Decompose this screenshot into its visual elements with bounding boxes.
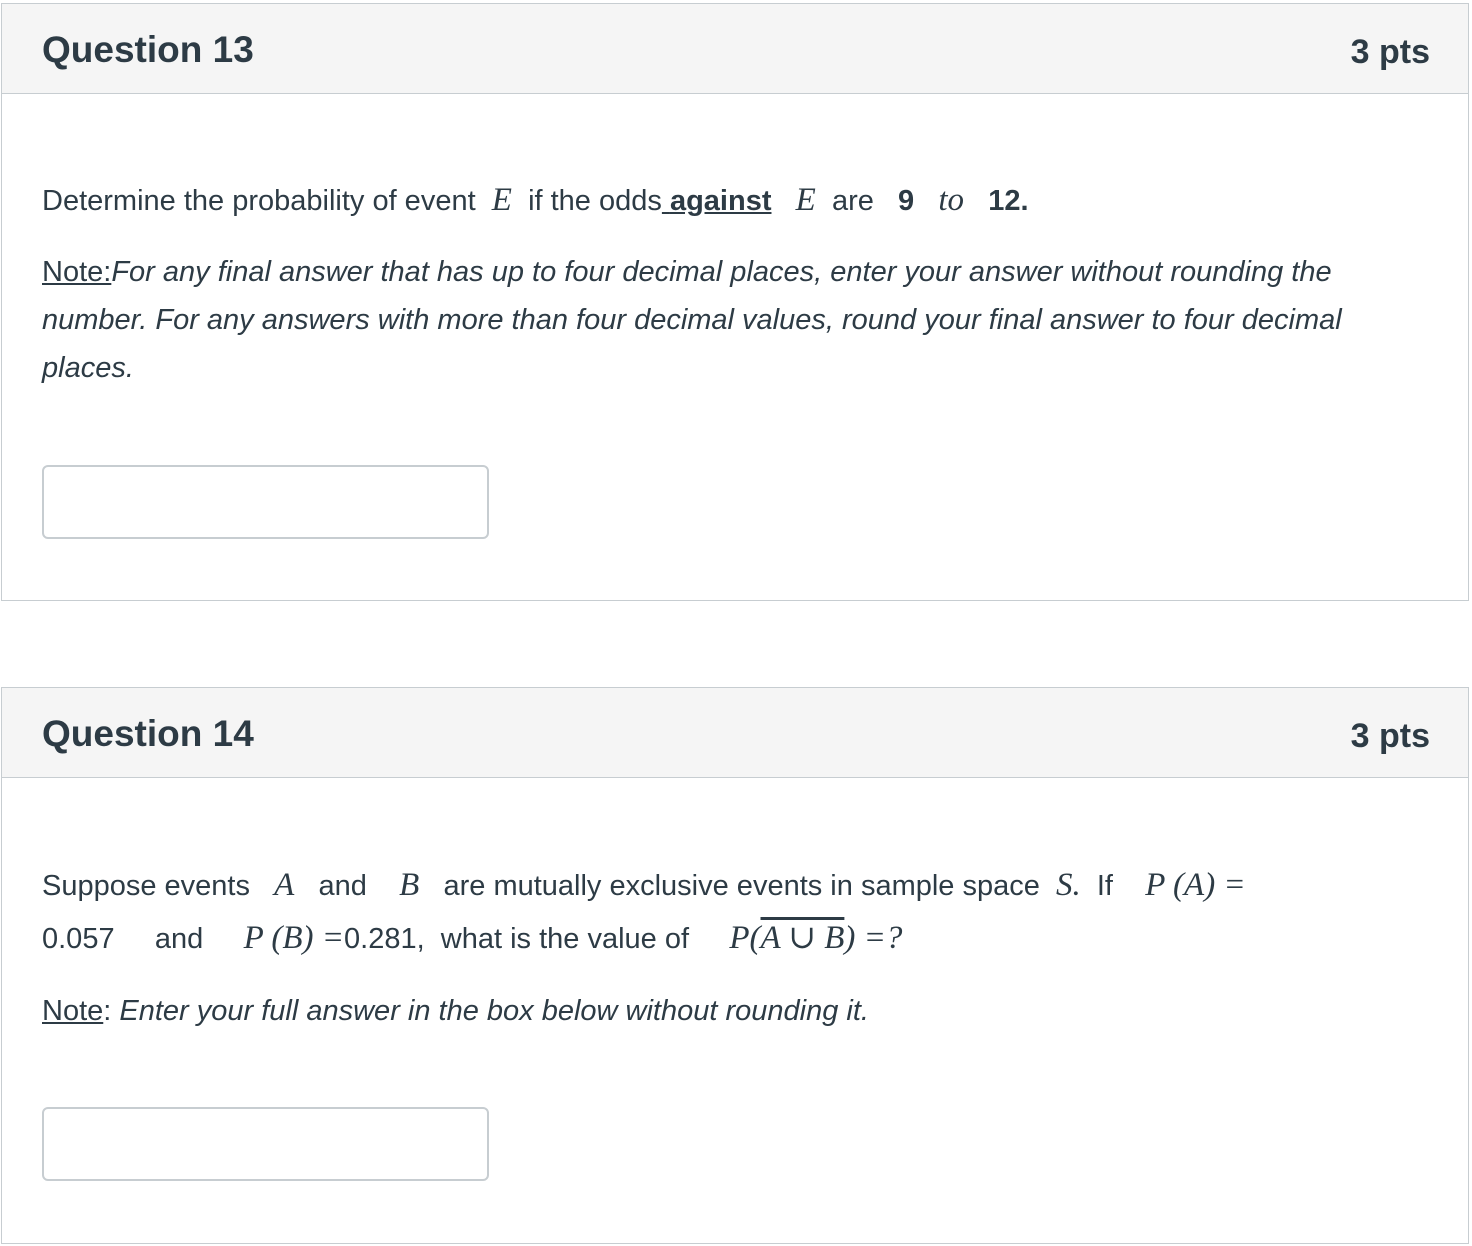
answer-input[interactable] <box>42 465 489 539</box>
math-union-complement: A ∪ B <box>760 920 845 956</box>
prompt-text: are <box>831 185 874 217</box>
note-text: Enter your full answer in the box below without rounding it. <box>119 995 869 1027</box>
question-13-card <box>1 3 1469 601</box>
prompt-text: are mutually exclusive events in sample space <box>443 870 1040 902</box>
math-pb: P (B) = <box>243 920 345 956</box>
prompt-text: Determine the probability of event <box>42 185 476 217</box>
note-line <box>42 254 1332 290</box>
question-title: Question 14 <box>42 713 254 754</box>
question-prompt <box>42 182 1029 219</box>
question-header <box>2 688 1468 778</box>
math-to: to <box>938 182 965 218</box>
prob-value: 0.057 <box>42 923 115 955</box>
prompt-text: what is the value of <box>440 923 690 955</box>
note-line: places. <box>42 352 134 384</box>
emphasis-against: against <box>669 185 772 217</box>
math-sample-space: S. <box>1056 867 1081 903</box>
odds-value: 12. <box>988 185 1029 217</box>
note-line: Note: Enter your full answer in the box below without rounding it. <box>42 995 869 1027</box>
prompt-text: and <box>318 870 367 902</box>
question-points: 3 pts <box>1350 33 1430 71</box>
math-pa: P (A) = <box>1145 867 1246 903</box>
question-points: 3 pts <box>1350 717 1430 755</box>
math-close: ) =? <box>844 920 903 956</box>
math-event-e: E <box>795 182 816 218</box>
math-event-e: E <box>491 182 512 218</box>
odds-value: 9 <box>898 185 915 217</box>
question-prompt <box>42 867 1246 904</box>
math-p: P( <box>729 920 761 956</box>
prompt-text: and <box>154 923 204 955</box>
question-title: Question 13 <box>42 29 254 70</box>
prompt-text: Suppose events <box>42 870 250 902</box>
prob-value: 0.281, <box>344 923 425 955</box>
prompt-text: if the odds <box>528 185 662 217</box>
math-event-b: B <box>399 867 420 903</box>
answer-input[interactable] <box>42 1107 489 1181</box>
note-label: Note <box>42 995 104 1027</box>
prompt-text: If <box>1096 870 1113 902</box>
question-header <box>2 4 1468 94</box>
note-text: For any final answer that has up to four decimal places, enter your answer without rounding the <box>111 256 1332 288</box>
question-14-card <box>1 687 1469 1244</box>
note-line: number. For any answers with more than four decimal values, round your final answer to four decimal <box>42 304 1342 336</box>
math-event-a: A <box>274 867 295 903</box>
note-label: Note: <box>42 256 112 288</box>
question-prompt-cont <box>42 920 902 957</box>
